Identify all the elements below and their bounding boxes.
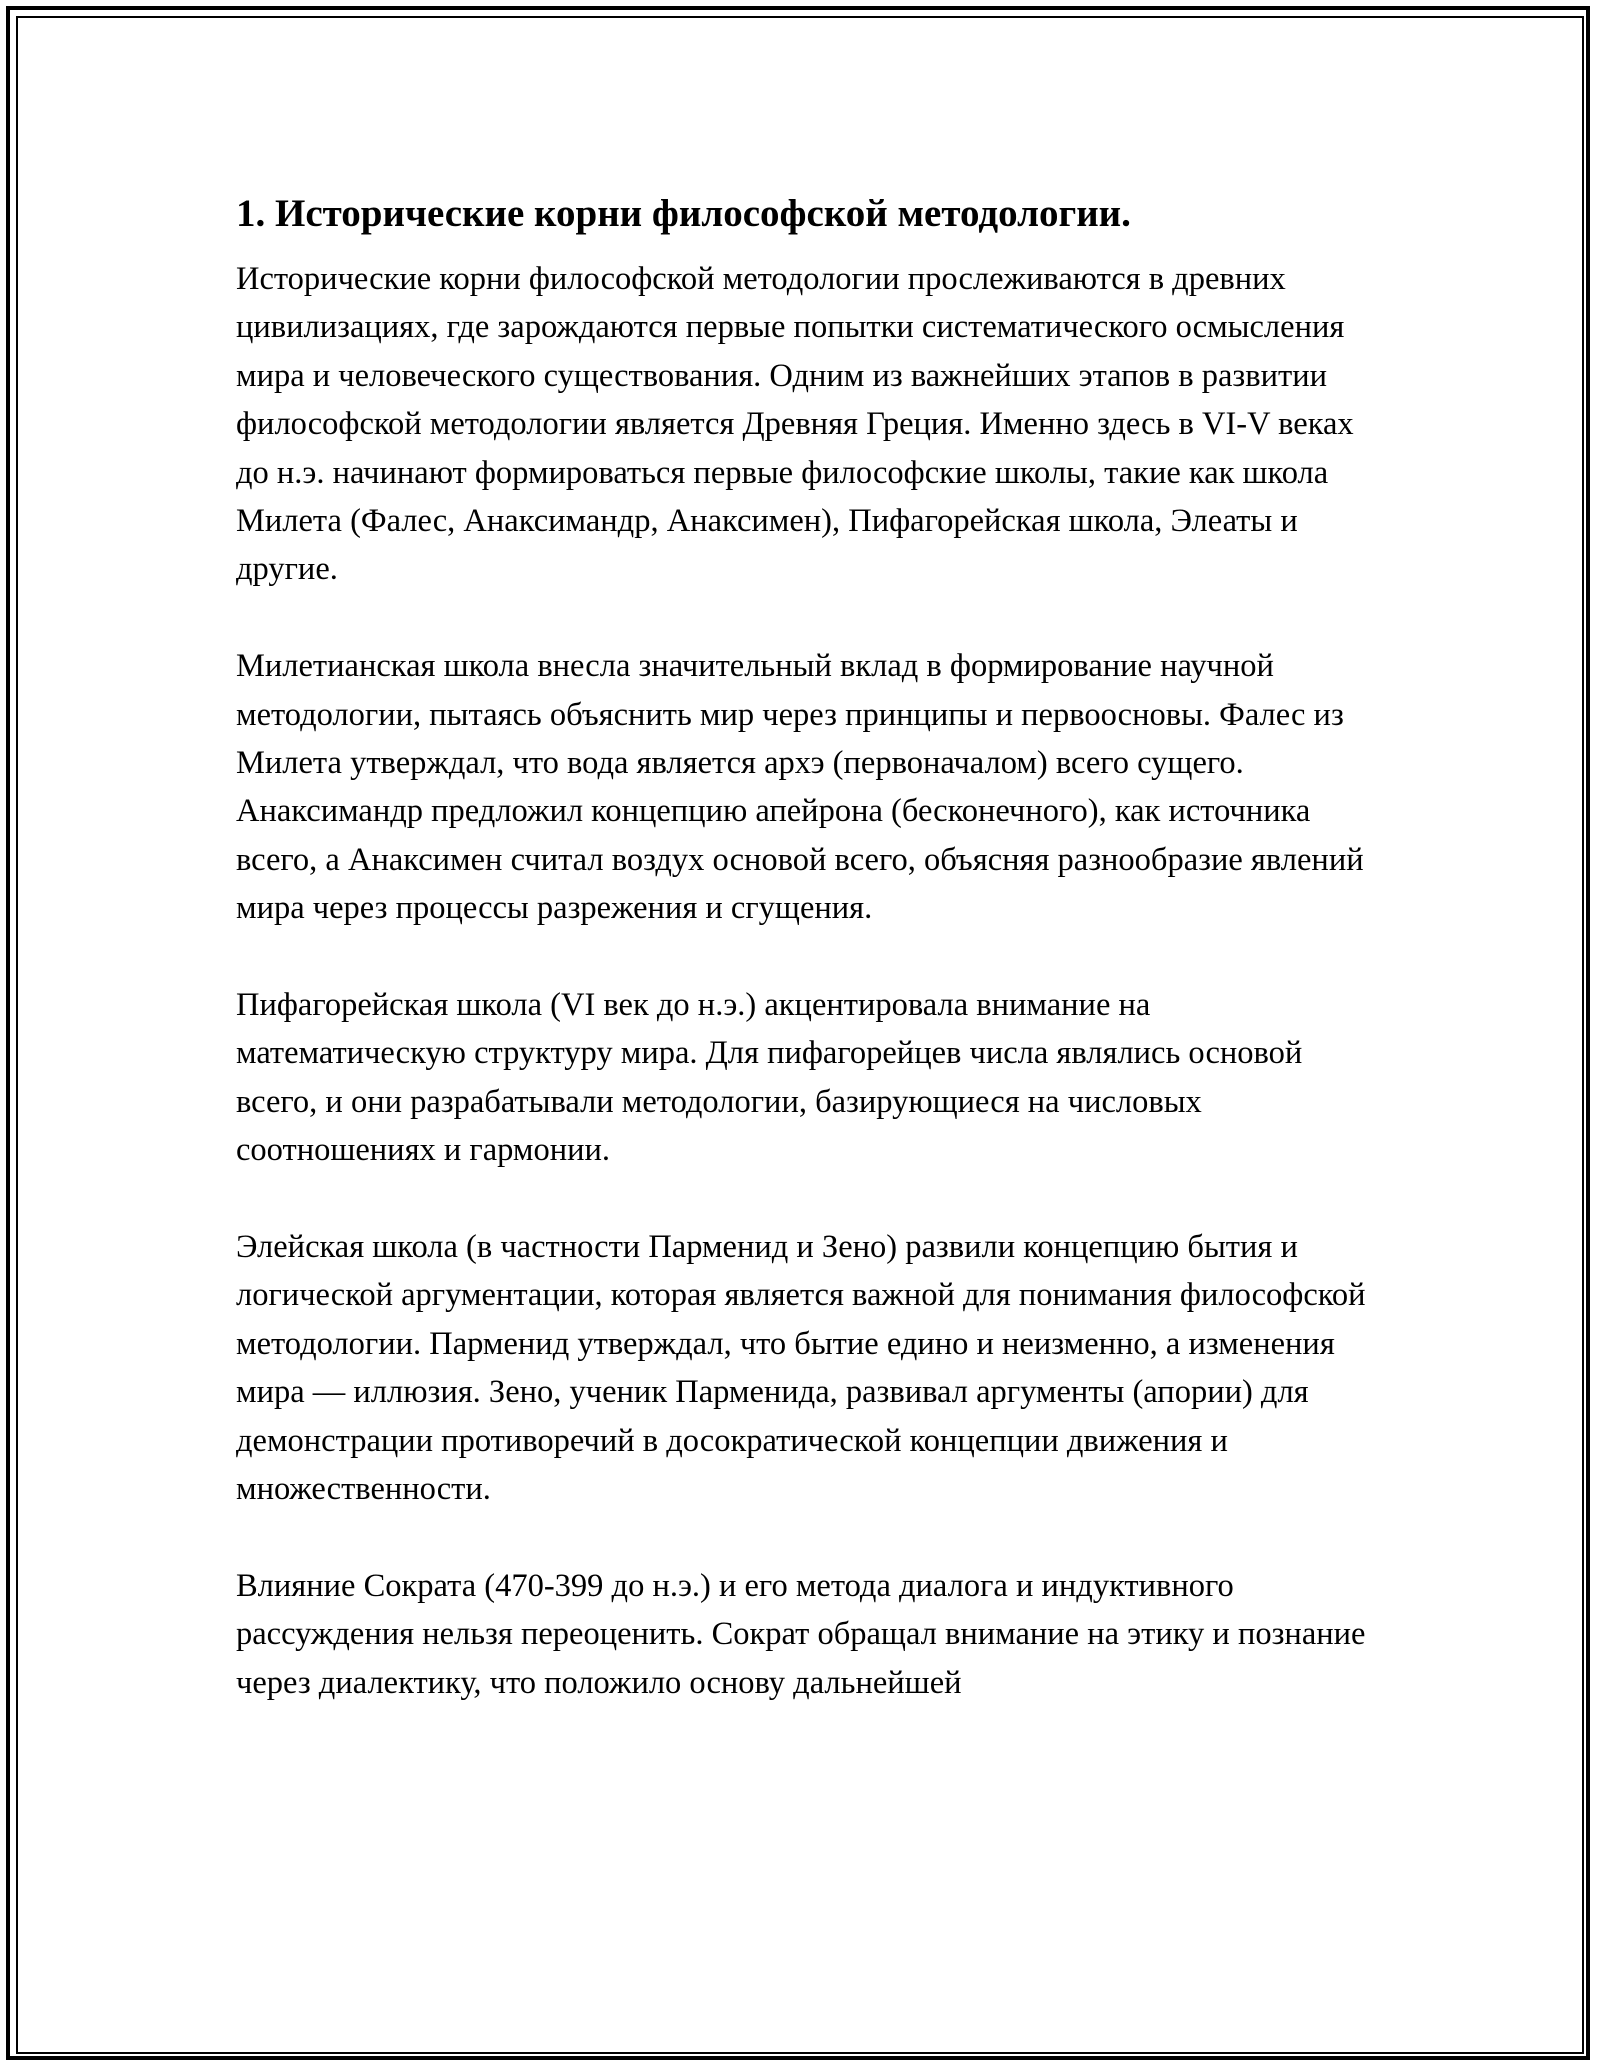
paragraph-1: Исторические корни философской методологии прослеживаются в древних цивилизациях, где зарождаются первые попытки систематического осмысления мира и человеческого существования. Одним из важнейших этапов в развитии философской методологии является Древняя Греция. Именно здесь в VI-V веках до н.э. начинают формироваться первые философские школы, такие как школа Милета (Фалес, Анаксимандр, Анаксимен), Пифагорейская школа, Элеаты и другие. — [236, 261, 1354, 588]
paragraph-4: Элейская школа (в частности Парменид и Зено) развили концепцию бытия и логической аргументации, которая является важной для понимания философской методологии. Парменид утверждал, что бытие едино и неизменно, а изменения мира — иллюзия. Зено, ученик Парменида, развивал аргументы (апории) для демонстрации противоречий в досократической концепции движения и множественности. — [236, 1229, 1366, 1508]
section-heading: 1. Исторические корни философской методологии. — [236, 192, 1131, 235]
paragraph-3: Пифагорейская школа (VI век до н.э.) акцентировала внимание на математическую структуру мира. Для пифагорейцев числа являлись основой всего, и они разрабатывали методологии, базирующиеся на числовых соотношениях и гармонии. — [236, 987, 1303, 1169]
paragraph-5: Влияние Сократа (470-399 до н.э.) и его метода диалога и индуктивного рассуждения нельзя переоценить. Сократ обращал внимание на этику и познание через диалектику, что положило основу дальнейшей — [236, 1567, 1366, 1701]
paragraph-2: Милетианская школа внесла значительный вклад в формирование научной методологии, пытаясь объяснить мир через принципы и первоосновы. Фалес из Милета утверждал, что вода является архэ (первоначалом) всего сущего. Анаксимандр предложил концепцию апейрона (бесконечного), как источника всего, а Анаксимен считал воздух основой всего, объясняя разнообразие явлений мира через процессы разрежения и сгущения. — [236, 648, 1364, 927]
document-body — [236, 185, 1376, 1756]
